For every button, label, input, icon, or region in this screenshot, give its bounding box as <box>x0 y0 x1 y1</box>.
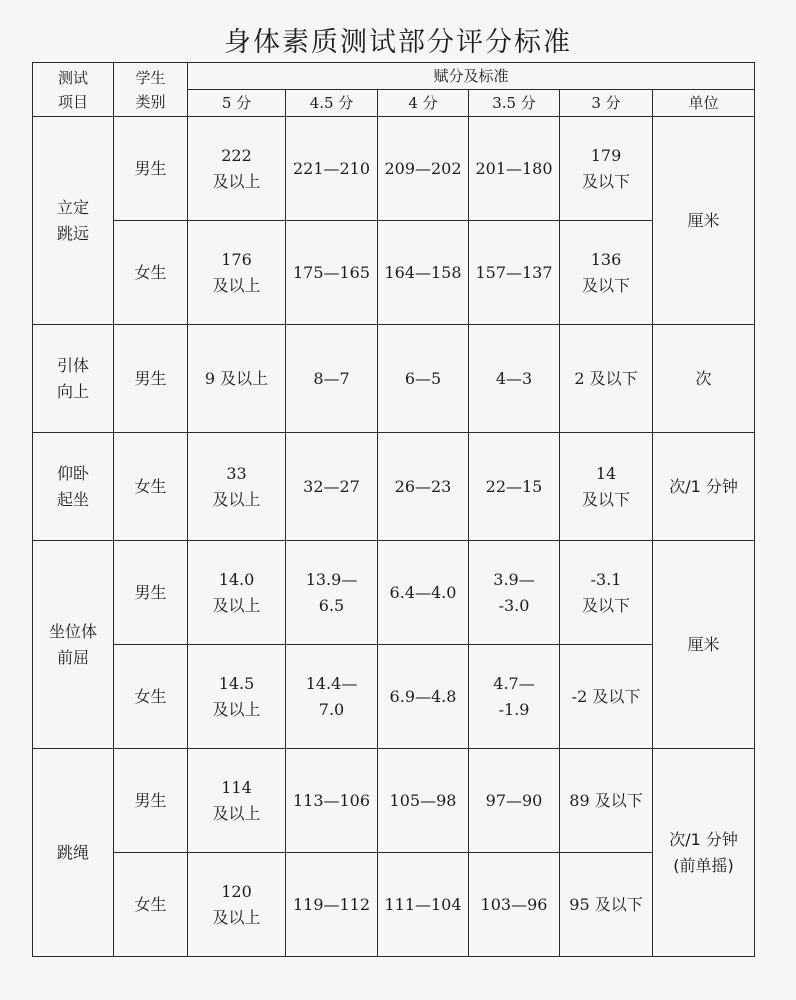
table-row <box>33 433 755 541</box>
cell-line: 及以下 <box>581 171 630 191</box>
header-student-category-line2: 类别 <box>135 92 166 111</box>
cell-line: -1.9 <box>498 699 530 719</box>
cell-score-4-5: 175—165 <box>286 221 378 325</box>
cell-line: 176 <box>221 249 252 269</box>
cell-line: 136 <box>590 249 622 269</box>
cell-line: 14.5 <box>218 673 255 693</box>
cell-line: 及以上 <box>212 489 261 509</box>
table-row <box>33 853 755 957</box>
item-line: 向上 <box>56 381 89 401</box>
cell-line: 13.9— <box>305 569 358 589</box>
item-line: 立定 <box>56 197 89 217</box>
cell-score-4-5: 221—210 <box>286 117 378 221</box>
table-row <box>33 117 755 221</box>
item-line: 前屈 <box>56 647 89 667</box>
header-test-item-line1: 测试 <box>57 68 88 87</box>
unit-times-per-minute: 次/1 分钟 <box>653 433 755 541</box>
cell-score-3-5: 4—3 <box>469 325 560 433</box>
cell-line: 120 <box>221 881 252 901</box>
item-line: 仰卧 <box>56 463 89 483</box>
item-line: 跳远 <box>56 223 89 243</box>
header-unit: 单位 <box>653 90 755 117</box>
table-row <box>33 325 755 433</box>
cell-score-3-5: 157—137 <box>469 221 560 325</box>
header-test-item <box>33 63 114 117</box>
cell-score-3 <box>560 117 653 221</box>
cell-line: 114 <box>221 777 252 797</box>
cell-score-4-5: 8—7 <box>286 325 378 433</box>
item-line: 引体 <box>56 355 89 375</box>
cell-score-4-5 <box>286 645 378 749</box>
category-female: 女生 <box>114 433 188 541</box>
header-score-5: 5 分 <box>188 90 286 117</box>
category-female: 女生 <box>114 853 188 957</box>
unit-cm: 厘米 <box>653 541 755 749</box>
scoring-table <box>32 62 755 957</box>
cell-line: 14.4— <box>305 673 358 693</box>
cell-line: 及以上 <box>212 907 261 927</box>
cell-score-3-5 <box>469 541 560 645</box>
cell-score-3-5: 201—180 <box>469 117 560 221</box>
item-sit-up <box>33 433 114 541</box>
cell-line: 及以上 <box>212 275 261 295</box>
unit-line: (前单摇) <box>673 855 734 875</box>
header-student-category-line1: 学生 <box>135 68 166 87</box>
category-female: 女生 <box>114 645 188 749</box>
header-score-3-5: 3.5 分 <box>469 90 560 117</box>
cell-line: 及以上 <box>212 171 261 191</box>
cell-line: 及以上 <box>212 803 261 823</box>
cell-score-5 <box>188 749 286 853</box>
cell-line: 及以下 <box>581 275 630 295</box>
table-row <box>33 749 755 853</box>
cell-score-4: 6—5 <box>378 325 469 433</box>
cell-line: 179 <box>590 145 622 165</box>
cell-score-3-5: 103—96 <box>469 853 560 957</box>
category-male: 男生 <box>114 541 188 645</box>
cell-line: 及以下 <box>581 489 630 509</box>
category-male: 男生 <box>114 325 188 433</box>
cell-line: 4.7— <box>493 673 535 693</box>
cell-score-3: -2 及以下 <box>560 645 653 749</box>
cell-score-4: 164—158 <box>378 221 469 325</box>
unit-times-per-minute-single <box>653 749 755 957</box>
header-student-category <box>114 63 188 117</box>
cell-score-5: 9 及以上 <box>188 325 286 433</box>
table-row <box>33 645 755 749</box>
cell-score-4-5: 113—106 <box>286 749 378 853</box>
cell-score-3: 89 及以下 <box>560 749 653 853</box>
category-male: 男生 <box>114 117 188 221</box>
cell-line: 14 <box>595 463 617 483</box>
cell-score-4: 6.4—4.0 <box>378 541 469 645</box>
cell-score-4: 6.9—4.8 <box>378 645 469 749</box>
cell-score-5 <box>188 645 286 749</box>
cell-line: 及以上 <box>212 595 261 615</box>
header-score-3: 3 分 <box>560 90 653 117</box>
item-rope-skipping: 跳绳 <box>33 749 114 957</box>
cell-line: 6.5 <box>318 595 345 615</box>
cell-score-5 <box>188 853 286 957</box>
cell-line: -3.1 <box>590 569 622 589</box>
cell-line: 3.9— <box>493 569 535 589</box>
category-female: 女生 <box>114 221 188 325</box>
header-score-4: 4 分 <box>378 90 469 117</box>
item-line: 坐位体 <box>48 621 97 641</box>
cell-line: 33 <box>226 463 247 483</box>
cell-line: 222 <box>221 145 252 165</box>
cell-score-3-5: 22—15 <box>469 433 560 541</box>
cell-line: 及以下 <box>581 595 630 615</box>
cell-score-3 <box>560 541 653 645</box>
cell-line: 7.0 <box>318 699 345 719</box>
header-score-4-5: 4.5 分 <box>286 90 378 117</box>
cell-score-4: 111—104 <box>378 853 469 957</box>
cell-score-4-5: 119—112 <box>286 853 378 957</box>
cell-score-4-5 <box>286 541 378 645</box>
cell-score-5 <box>188 117 286 221</box>
header-test-item-line2: 项目 <box>57 92 88 111</box>
cell-score-3-5: 97—90 <box>469 749 560 853</box>
cell-line: -3.0 <box>498 595 530 615</box>
cell-line: 14.0 <box>218 569 255 589</box>
item-sit-and-reach <box>33 541 114 749</box>
item-standing-jump <box>33 117 114 325</box>
cell-score-4: 209—202 <box>378 117 469 221</box>
cell-score-4-5: 32—27 <box>286 433 378 541</box>
cell-score-5 <box>188 433 286 541</box>
table-row <box>33 541 755 645</box>
unit-times: 次 <box>653 325 755 433</box>
cell-score-3 <box>560 433 653 541</box>
page-title: 身体素质测试部分评分标准 <box>224 27 572 58</box>
unit-line: 次/1 分钟 <box>669 829 738 849</box>
unit-cm: 厘米 <box>653 117 755 325</box>
cell-score-3: 2 及以下 <box>560 325 653 433</box>
cell-score-3: 95 及以下 <box>560 853 653 957</box>
item-pull-up <box>33 325 114 433</box>
cell-score-5 <box>188 221 286 325</box>
category-male: 男生 <box>114 749 188 853</box>
cell-line: 及以上 <box>212 699 261 719</box>
header-row-1 <box>33 63 755 90</box>
table-row <box>33 221 755 325</box>
item-line: 起坐 <box>56 489 89 509</box>
cell-score-5 <box>188 541 286 645</box>
header-score-group: 赋分及标准 <box>188 63 755 90</box>
cell-score-3-5 <box>469 645 560 749</box>
cell-score-3 <box>560 221 653 325</box>
cell-score-4: 26—23 <box>378 433 469 541</box>
cell-score-4: 105—98 <box>378 749 469 853</box>
